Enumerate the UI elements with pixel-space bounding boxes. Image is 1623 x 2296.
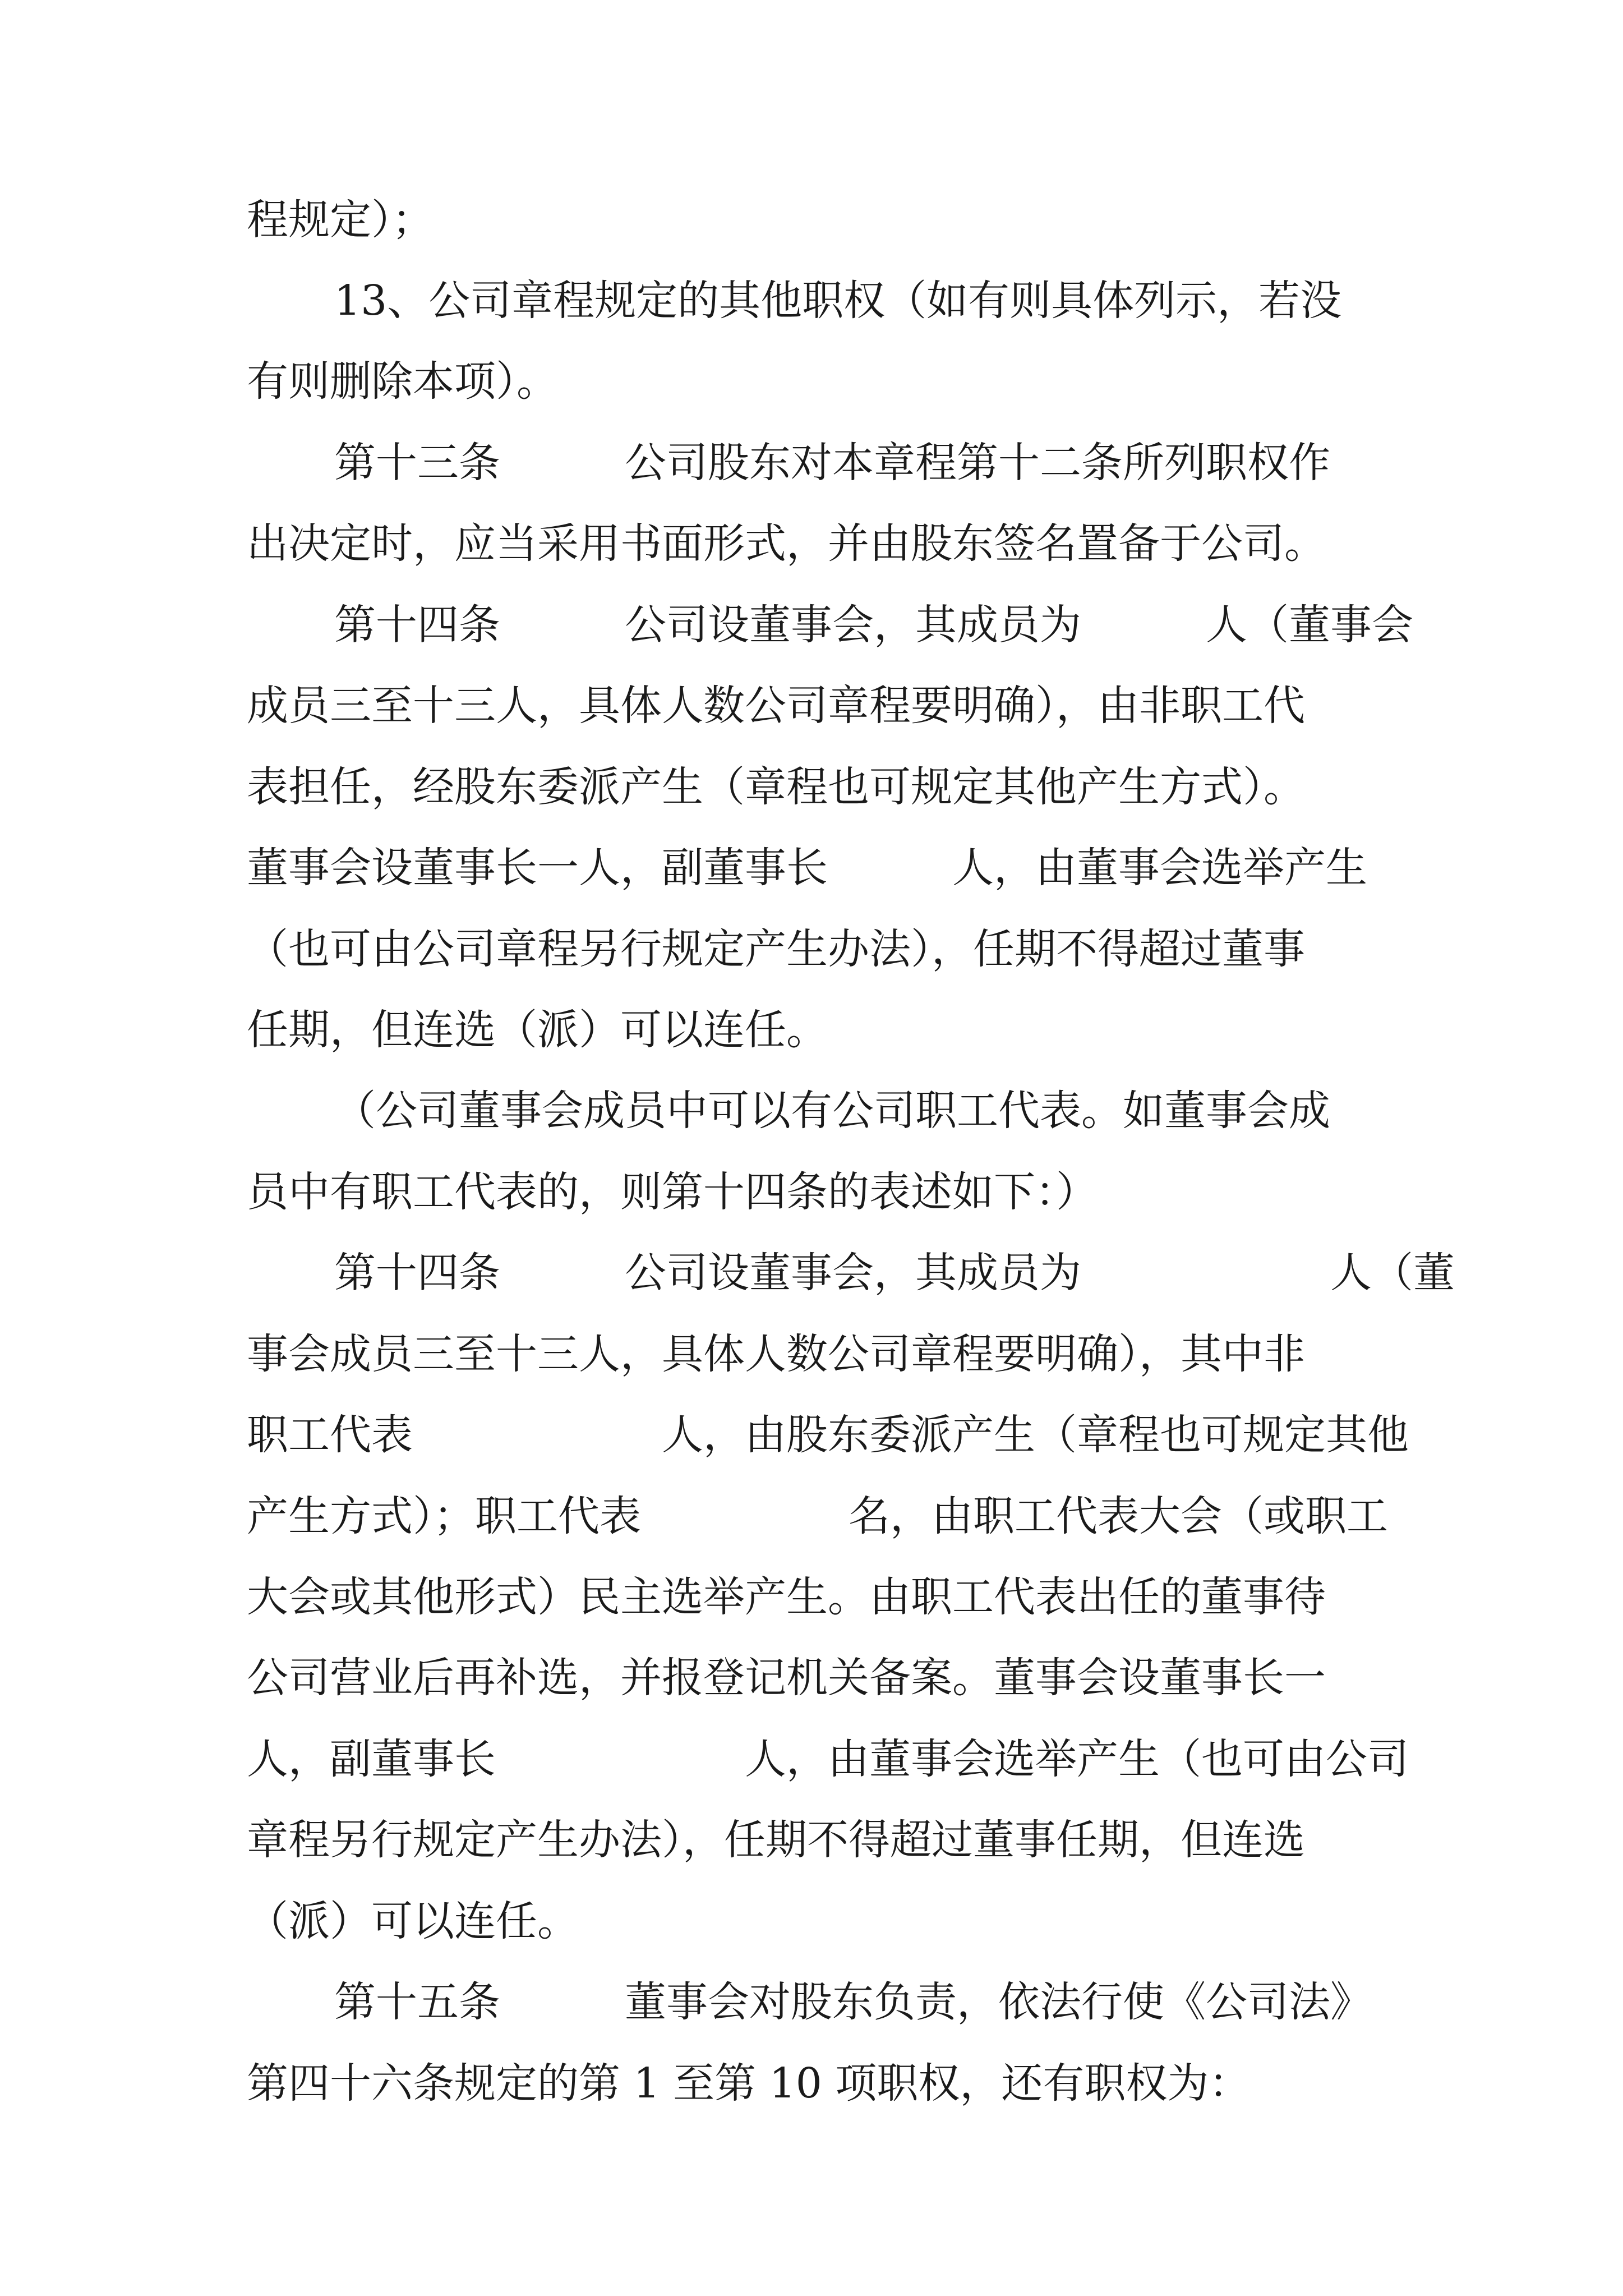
text-line: 有则删除本项）。 [247, 357, 558, 406]
text-line: 程规定）； [247, 196, 434, 244]
text-line: 董事会设董事长一人，副董事长 人，由董事会选举产生 [247, 844, 1367, 892]
text-line: 员中有职工代表的，则第十四条的表述如下：） [247, 1168, 1098, 1216]
text-line: （派）可以连任。 [247, 1897, 579, 1945]
text-line: 表担任，经股东委派产生（章程也可规定其他产生方式）。 [247, 763, 1305, 811]
text-line: 第十四条 公司设董事会，其成员为 人（董 [334, 1249, 1455, 1297]
text-line: 第十四条 公司设董事会，其成员为 人（董事会 [334, 601, 1413, 649]
text-line: 公司营业后再补选，并报登记机关备案。董事会设董事长一 [247, 1654, 1326, 1702]
text-line: 第四十六条规定的第 1 至第 10 项职权，还有职权为： [247, 2059, 1251, 2108]
text-line: 产生方式）；职工代表 名，由职工代表大会（或职工 [247, 1492, 1388, 1540]
text-line: 职工代表 人，由股东委派产生（章程也可规定其他 [247, 1411, 1409, 1459]
text-line: 大会或其他形式）民主选举产生。由职工代表出任的董事待 [247, 1573, 1326, 1621]
text-line: （也可由公司章程另行规定产生办法），任期不得超过董事 [247, 925, 1305, 973]
text-line: 人，副董事长 人，由董事会选举产生（也可由公司 [247, 1735, 1409, 1783]
text-line: 第十三条 公司股东对本章程第十二条所列职权作 [334, 439, 1330, 487]
text-line: 出决定时，应当采用书面形式，并由股东签名置备于公司。 [247, 519, 1326, 568]
text-line: 成员三至十三人，具体人数公司章程要明确），由非职工代 [247, 682, 1305, 730]
text-line: 13、公司章程规定的其他职权（如有则具体列示，若没 [334, 277, 1342, 325]
text-line: （公司董事会成员中可以有公司职工代表。如董事会成 [334, 1087, 1330, 1135]
text-line: 第十五条 董事会对股东负责，依法行使《公司法》 [334, 1978, 1372, 2026]
text-line: 章程另行规定产生办法），任期不得超过董事任期，但连选 [247, 1816, 1305, 1864]
text-line: 任期，但连选（派）可以连任。 [247, 1006, 828, 1054]
text-line: 事会成员三至十三人，具体人数公司章程要明确），其中非 [247, 1330, 1305, 1378]
